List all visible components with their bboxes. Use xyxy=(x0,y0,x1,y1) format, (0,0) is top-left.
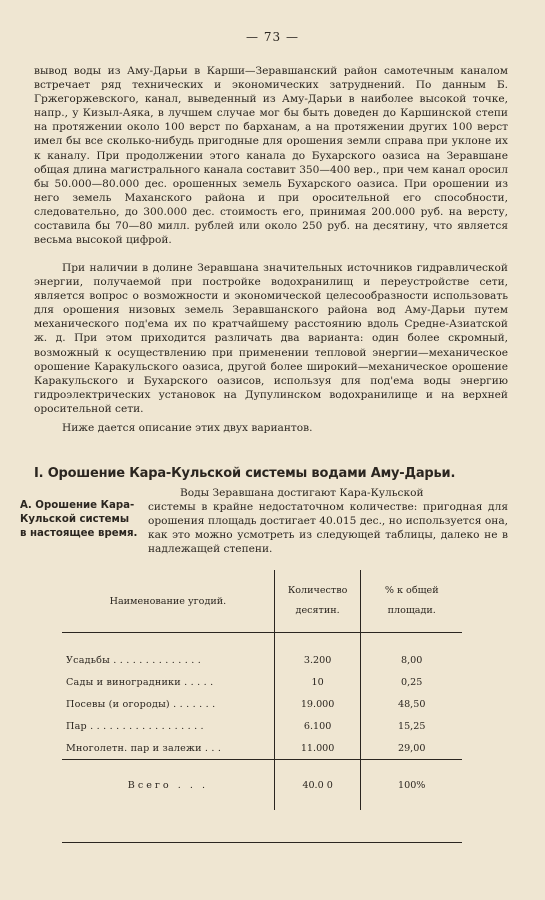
subsection-text-rest: системы в крайне недостаточном количестве: пригодная для орошения площадь достигает 40.015 дес., но используется она, как это можно усмотреть из следующей таблицы, далеко не в надлежащей степени. xyxy=(148,501,508,556)
row-percent: 8,00 xyxy=(401,654,423,666)
header-land-type: Наименование угодий. xyxy=(62,570,274,633)
row-percent: 15,25 xyxy=(397,720,426,732)
header-percent-line1: % к общей xyxy=(384,585,439,596)
header-percent xyxy=(361,570,462,633)
paragraph-3: Ниже дается описание этих двух вариантов. xyxy=(62,422,313,434)
paragraph-1: вывод воды из Аму-Дарьи в Карши—Зеравшанский район самотечным каналом встречает ряд технических и экономических затруднений. По данным Б. Гржегоржевского, канал, выведенный из Аму-Дарьи в наиболее высокой точке, напр., у Кизыл-Аяка, в лучшем случае мог бы быть доведен до Каршинской степи на протяжении около 100 верст по барханам, а на протяжении других 100 верст имел бы все сколько-нибудь пригодные для орошения земли справа при уклоне их к каналу. При продолжении этого канала до Бухарского оазиса на Зеравшане общая длина магистрального канала составит 350—400 вер., при чем канал оросил бы 50.000—80.000 дес. орошенных земель Бухарского оазиса. При орошении из него земель Маханского района и при оросительной его способности, следовательно, до 300.000 дес. стоимость его, принимая 200.000 руб. на версту, составила бы 70—80 милл. рублей или около 250 руб. на десятину, что является весьма высокой цифрой. xyxy=(34,65,508,247)
row-name: Сады и виноградники . . . . . xyxy=(66,676,214,688)
row-name: Пар . . . . . . . . . . . . . . . . . . xyxy=(66,720,204,732)
row-name: Усадьбы . . . . . . . . . . . . . . xyxy=(66,654,201,666)
table-bottom-rule xyxy=(62,842,462,843)
row-area: 3.200 xyxy=(274,649,361,671)
table-row xyxy=(62,693,462,715)
table-header-row xyxy=(62,570,462,633)
total-area: 40.0 0 xyxy=(274,760,361,811)
row-percent: 29,00 xyxy=(397,742,426,754)
subsection-heading-line3: в настоящее время. xyxy=(20,528,138,539)
row-percent: 48,50 xyxy=(397,698,426,710)
row-name: Посевы (и огороды) . . . . . . . xyxy=(66,698,216,710)
header-area xyxy=(274,570,361,633)
row-area: 19.000 xyxy=(274,693,361,715)
paragraph-2: При наличии в долине Зеравшана значительных источников гидравлической энергии, получаемой при постройке водохранилищ и переустройстве сети, является вопрос о возможности и экономической целесообразности использовать для орошения низовых земель Зеравшанского района вод Аму-Дарьи путем механического под'ема их по кратчайшему расстоянию вдоль Средне-Азиатской ж. д. При этом приходится различать два варианта: один более скромный, возможный к осуществлению при применении тепловой энергии—механическое орошение Каракульского оазиса, другой более широкий—механическое орошение Каракульского и Бухарского оазисов, используя для под'ема воды энергию гидроэлектрических установок на Дупулинском водохранилище и на верхней оросительной сети. xyxy=(34,262,508,415)
header-percent-line2: площади. xyxy=(387,605,436,616)
table-row xyxy=(62,671,462,693)
row-area: 10 xyxy=(274,671,361,693)
subsection-text xyxy=(148,486,508,556)
total-percent: 100% xyxy=(361,760,462,811)
subsection-text-first: Воды Зеравшана достигают Кара-Кульской xyxy=(180,487,424,499)
table-spacer-row xyxy=(62,633,462,650)
table-row xyxy=(62,737,462,760)
table-row xyxy=(62,715,462,737)
section-heading: I. Орошение Кара-Кульской системы водами Аму-Дарьи. xyxy=(34,466,456,481)
subsection-heading-line1: А. Орошение Кара- xyxy=(20,500,135,511)
header-area-line1: Количество xyxy=(287,585,348,596)
header-area-line2: десятин. xyxy=(295,605,340,616)
row-area: 6.100 xyxy=(274,715,361,737)
row-percent: 0,25 xyxy=(401,676,423,688)
row-area: 11.000 xyxy=(274,737,361,760)
row-name: Многолетн. пар и залежи . . . xyxy=(66,742,222,754)
table-row xyxy=(62,649,462,671)
subsection-heading xyxy=(20,499,144,541)
page-number: — 73 — xyxy=(246,30,299,44)
land-use-table xyxy=(62,570,462,810)
table-total-row xyxy=(62,760,462,811)
total-label: Всего . . . xyxy=(62,760,274,811)
subsection-heading-line2: Кульской системы xyxy=(20,514,130,525)
